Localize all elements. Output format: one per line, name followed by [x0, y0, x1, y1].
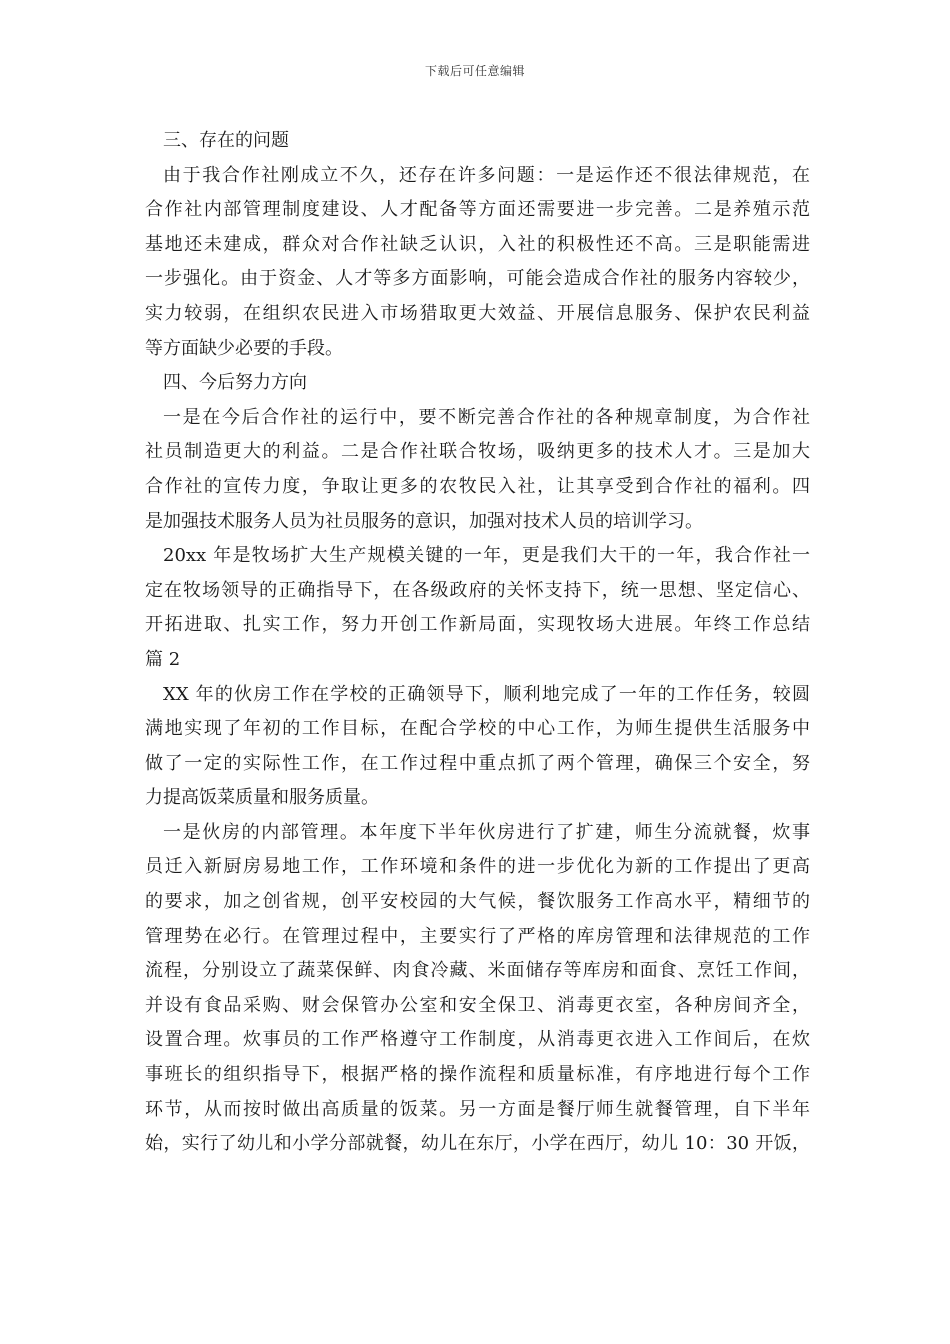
- text-line: 员迁入新厨房易地工作，工作环境和条件的进一步优化为新的工作提出了更高: [145, 856, 810, 878]
- text-line: 管理势在必行。在管理过程中，主要实行了严格的库房管理和法律规范的工作: [145, 925, 810, 947]
- text-line: 20xx 年是牧场扩大生产规模关键的一年，更是我们大干的一年，我合作社一: [163, 545, 810, 567]
- text-line: 设置合理。炊事员的工作严格遵守工作制度，从消毒更衣进入工作间后，在炊: [145, 1029, 810, 1051]
- document-body: [145, 124, 810, 1162]
- text-line: 篇 2: [145, 648, 181, 670]
- text-line: 由于我合作社刚成立不久，还存在许多问题：一是运作还不很法律规范，在: [163, 164, 810, 186]
- text-line: 合作社的宣传力度，争取让更多的农牧民入社，让其享受到合作社的福利。四: [145, 475, 810, 497]
- text-line: 社员制造更大的利益。二是合作社联合牧场，吸纳更多的技术人才。三是加大: [145, 441, 810, 463]
- text-line: XX 年的伙房工作在学校的正确领导下，顺利地完成了一年的工作任务，较圆: [163, 683, 810, 705]
- text-line: 定在牧场领导的正确指导下，在各级政府的关怀支持下，统一思想、坚定信心、: [145, 579, 810, 601]
- text-line: 流程，分别设立了蔬菜保鲜、肉食冷藏、米面储存等库房和面食、烹饪工作间，: [145, 960, 810, 982]
- text-line: 一是伙房的内部管理。本年度下半年伙房进行了扩建，师生分流就餐，炊事: [163, 821, 810, 843]
- text-line: 一步强化。由于资金、人才等多方面影响，可能会造成合作社的服务内容较少，: [145, 268, 810, 290]
- page-header: 下载后可任意编辑: [424, 64, 525, 78]
- text-line: 是加强技术服务人员为社员服务的意识，加强对技术人员的培训学习。: [145, 510, 703, 532]
- text-line: 满地实现了年初的工作目标，在配合学校的中心工作，为师生提供生活服务中: [145, 718, 810, 740]
- text-line: 基地还未建成，群众对合作社缺乏认识，入社的积极性还不高。三是职能需进: [145, 233, 810, 255]
- text-line: 的要求，加之创省规，创平安校园的大气候，餐饮服务工作高水平，精细节的: [145, 891, 810, 913]
- text-line: 并设有食品采购、财会保管办公室和安全保卫、消毒更衣室，各种房间齐全，: [145, 994, 810, 1016]
- text-line: 力提高饭菜质量和服务质量。: [145, 787, 379, 809]
- text-line: 事班长的组织指导下，根据严格的操作流程和质量标准，有序地进行每个工作: [145, 1064, 810, 1086]
- text-line: 始，实行了幼儿和小学分部就餐，幼儿在东厅，小学在西厅，幼儿 10：30 开饭，: [145, 1133, 810, 1155]
- text-line: 等方面缺少必要的手段。: [145, 337, 343, 359]
- text-line: 环节，从而按时做出高质量的饭菜。另一方面是餐厅师生就餐管理，自下半年: [145, 1098, 810, 1120]
- section-heading: 四、今后努力方向: [163, 372, 307, 394]
- text-line: 合作社内部管理制度建设、人才配备等方面还需要进一步完善。二是养殖示范: [145, 199, 810, 221]
- text-line: 开拓进取、扎实工作，努力开创工作新局面，实现牧场大进展。年终工作总结: [145, 614, 810, 636]
- section-heading: 三、存在的问题: [163, 130, 289, 151]
- text-line: 一是在今后合作社的运行中，要不断完善合作社的各种规章制度，为合作社: [163, 406, 810, 428]
- text-line: 做了一定的实际性工作，在工作过程中重点抓了两个管理，确保三个安全，努: [145, 752, 810, 774]
- text-line: 实力较弱，在组织农民进入市场猎取更大效益、开展信息服务、保护农民利益: [145, 302, 810, 324]
